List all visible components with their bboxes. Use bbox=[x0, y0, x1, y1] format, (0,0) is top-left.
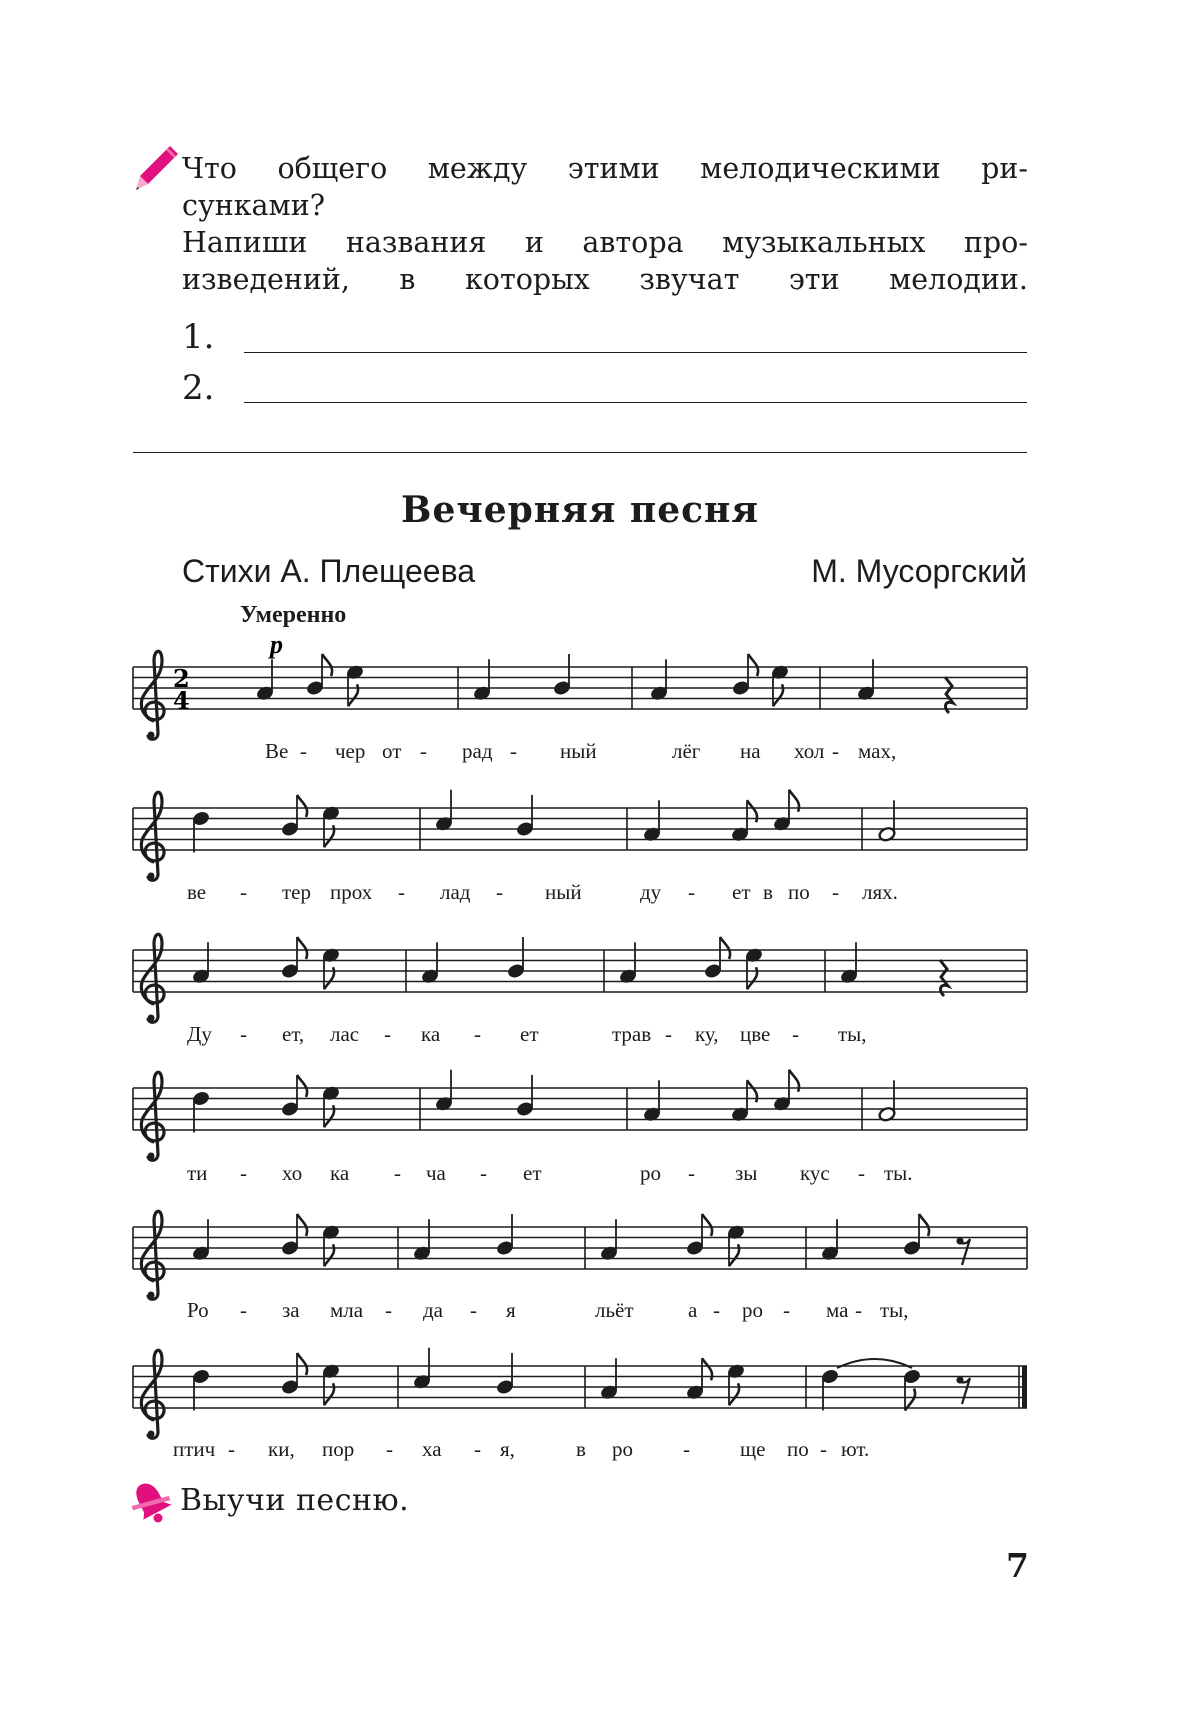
treble-clef-icon bbox=[141, 792, 164, 880]
lyric-syllable: чер bbox=[335, 739, 366, 763]
note-flag bbox=[297, 1075, 307, 1097]
lyric-syllable: по bbox=[788, 880, 810, 904]
quarter-note bbox=[496, 1353, 514, 1395]
lyric-syllable: я bbox=[506, 1298, 516, 1322]
lyric-syllable: ет bbox=[523, 1161, 542, 1185]
treble-clef-stroke bbox=[141, 934, 164, 1022]
lyric-hyphen: - bbox=[832, 880, 839, 904]
treble-clef-icon bbox=[141, 1072, 164, 1160]
lyric-syllable: по bbox=[787, 1437, 809, 1461]
eighth-note bbox=[903, 1214, 929, 1256]
quarter-note bbox=[650, 659, 668, 701]
question-word: музыкальных bbox=[722, 226, 926, 259]
answer-number-2: 2. bbox=[182, 368, 215, 408]
lyric-hyphen: - bbox=[474, 1022, 481, 1046]
lyric-syllable: ще bbox=[740, 1437, 766, 1461]
lyric-syllable: Ро bbox=[187, 1298, 209, 1322]
eighth-note bbox=[727, 1224, 745, 1266]
quarter-note bbox=[507, 937, 525, 979]
eighth-note bbox=[745, 947, 763, 989]
lyric-hyphen: - bbox=[792, 1022, 799, 1046]
question-word: между bbox=[427, 152, 528, 185]
eighth-note bbox=[322, 1085, 340, 1127]
lyric-hyphen: - bbox=[783, 1298, 790, 1322]
eighth-note bbox=[771, 664, 789, 706]
note-flag bbox=[748, 654, 758, 676]
lyric-syllable: ро bbox=[640, 1161, 661, 1185]
lyric-hyphen: - bbox=[688, 1161, 695, 1185]
lyric-syllable: Ду bbox=[187, 1022, 212, 1046]
lyric-syllable: ве bbox=[187, 880, 207, 904]
eighth-rest bbox=[956, 1376, 970, 1404]
lyric-hyphen: - bbox=[240, 880, 247, 904]
lyric-syllable: ка bbox=[421, 1022, 441, 1046]
lyric-hyphen: - bbox=[228, 1437, 235, 1461]
quarter-note bbox=[600, 1219, 618, 1261]
question-word: звучат bbox=[639, 263, 740, 296]
lyric-syllable: ет bbox=[520, 1022, 539, 1046]
eighth-note bbox=[773, 1070, 799, 1112]
song-title: Вечерняя песня bbox=[401, 489, 759, 531]
question-word: изведений, bbox=[182, 263, 350, 296]
note-flag bbox=[322, 654, 332, 676]
lyric-hyphen: - bbox=[858, 1161, 865, 1185]
eighth-rest bbox=[956, 1237, 970, 1265]
eighth-note bbox=[686, 1358, 712, 1400]
treble-clef-dot bbox=[148, 1292, 155, 1299]
lyric-syllable: пор bbox=[322, 1437, 355, 1461]
quarter-note bbox=[413, 1348, 431, 1390]
lyric-syllable: хо bbox=[282, 1161, 303, 1185]
quarter-note bbox=[192, 942, 210, 984]
quarter-note bbox=[496, 1214, 514, 1256]
lyric-hyphen: - bbox=[240, 1298, 247, 1322]
quarter-note bbox=[840, 942, 858, 984]
lyric-syllable: лях. bbox=[862, 880, 898, 904]
lyric-syllable: мла bbox=[330, 1298, 364, 1322]
eighth-note bbox=[727, 1363, 745, 1405]
lyric-syllable: ча bbox=[426, 1161, 446, 1185]
quarter-note bbox=[435, 790, 453, 832]
question-word: Напиши bbox=[182, 226, 308, 259]
lyric-syllable: ки, bbox=[268, 1437, 295, 1461]
treble-clef-icon bbox=[141, 651, 164, 739]
lyric-hyphen: - bbox=[683, 1437, 690, 1461]
eighth-note bbox=[732, 654, 758, 696]
quarter-rest bbox=[945, 677, 953, 713]
lyric-syllable: ет, bbox=[282, 1022, 305, 1046]
answer-number-1: 1. bbox=[182, 317, 215, 357]
lyric-syllable: кус bbox=[800, 1161, 830, 1185]
lyric-syllable: ку, bbox=[695, 1022, 719, 1046]
lyric-syllable: ный bbox=[560, 739, 597, 763]
question-word: мелодическими bbox=[700, 152, 941, 185]
quarter-note bbox=[413, 1219, 431, 1261]
lyric-hyphen: - bbox=[510, 739, 517, 763]
lyric-hyphen: - bbox=[300, 739, 307, 763]
tempo-marking: Умеренно bbox=[240, 602, 347, 628]
dynamic-marking: p bbox=[270, 630, 283, 659]
quarter-note bbox=[435, 1070, 453, 1112]
treble-clef-dot bbox=[148, 1015, 155, 1022]
lyric-hyphen: - bbox=[713, 1298, 720, 1322]
treble-clef-dot bbox=[148, 732, 155, 739]
quarter-note bbox=[643, 800, 661, 842]
question-word: которых bbox=[464, 263, 590, 296]
lyric-syllable: я, bbox=[500, 1437, 515, 1461]
eighth-note bbox=[322, 947, 340, 989]
lyric-syllable: лад bbox=[440, 880, 471, 904]
lyric-hyphen: - bbox=[665, 1022, 672, 1046]
note-flag bbox=[720, 937, 730, 959]
treble-clef-stroke bbox=[141, 1072, 164, 1160]
lyric-syllable: ты. bbox=[884, 1161, 913, 1185]
lyric-syllable: птич bbox=[173, 1437, 216, 1461]
lyric-syllable: ет bbox=[732, 880, 751, 904]
note-flag bbox=[905, 1389, 915, 1411]
lyric-hyphen: - bbox=[384, 1022, 391, 1046]
treble-clef-icon bbox=[141, 1211, 164, 1299]
question-word: сунками? bbox=[182, 189, 325, 222]
quarter-note bbox=[857, 659, 875, 701]
quarter-note bbox=[516, 795, 534, 837]
lyric-syllable: ро bbox=[612, 1437, 633, 1461]
lyric-hyphen: - bbox=[386, 1437, 393, 1461]
eighth-note bbox=[281, 795, 307, 837]
page-number: 7 bbox=[1006, 1546, 1029, 1585]
quarter-note bbox=[600, 1358, 618, 1400]
half-note bbox=[878, 800, 896, 842]
lyric-syllable: ха bbox=[422, 1437, 442, 1461]
eighth-note bbox=[322, 1224, 340, 1266]
lyric-syllable: на bbox=[740, 739, 761, 763]
task-text: Выучи песню. bbox=[180, 1483, 410, 1518]
lyric-syllable: ти bbox=[187, 1161, 208, 1185]
note-flag bbox=[297, 937, 307, 959]
eighth-note bbox=[686, 1214, 712, 1256]
quarter-note bbox=[192, 1219, 210, 1261]
lyric-syllable: мах, bbox=[858, 739, 897, 763]
eighth-note bbox=[306, 654, 332, 696]
question-word: и bbox=[524, 226, 544, 259]
rest-glyph bbox=[945, 677, 953, 713]
treble-clef-stroke bbox=[141, 1350, 164, 1438]
treble-clef-stroke bbox=[141, 651, 164, 739]
lyric-syllable: да bbox=[423, 1298, 444, 1322]
half-note bbox=[878, 1080, 896, 1122]
treble-clef-stroke bbox=[141, 792, 164, 880]
eighth-note bbox=[281, 1353, 307, 1395]
time-signature-top: 2 bbox=[173, 664, 190, 693]
rest-glyph bbox=[960, 1378, 970, 1404]
quarter-note bbox=[821, 1368, 839, 1410]
lyric-syllable: за bbox=[282, 1298, 300, 1322]
quarter-note bbox=[192, 1368, 210, 1410]
eighth-note bbox=[773, 790, 799, 832]
lyric-syllable: ду bbox=[640, 880, 662, 904]
staff-system bbox=[133, 1366, 1027, 1408]
lyric-syllable: Ве bbox=[265, 739, 289, 763]
treble-clef-icon bbox=[141, 1350, 164, 1438]
lyric-syllable: ный bbox=[545, 880, 582, 904]
staff-system bbox=[133, 950, 1027, 992]
note-flag bbox=[297, 1214, 307, 1236]
lyric-syllable: тер bbox=[282, 880, 311, 904]
lyric-syllable: от bbox=[382, 739, 402, 763]
lyric-syllable: в bbox=[763, 880, 773, 904]
lyric-hyphen: - bbox=[480, 1161, 487, 1185]
eighth-note bbox=[322, 805, 340, 847]
note-flag bbox=[702, 1214, 712, 1236]
question-word: этими bbox=[567, 152, 660, 185]
lyric-syllable: ро bbox=[742, 1298, 763, 1322]
lyric-hyphen: - bbox=[820, 1437, 827, 1461]
question-word: общего bbox=[277, 152, 388, 185]
eighth-note bbox=[281, 937, 307, 979]
lyric-syllable: ты, bbox=[838, 1022, 867, 1046]
question-word: названия bbox=[345, 226, 487, 259]
lyricist-credit: Стихи А. Плещеева bbox=[182, 553, 475, 589]
lyric-syllable: цве bbox=[740, 1022, 771, 1046]
lyric-hyphen: - bbox=[688, 880, 695, 904]
lyric-hyphen: - bbox=[496, 880, 503, 904]
quarter-note bbox=[516, 1075, 534, 1117]
note-flag bbox=[919, 1214, 929, 1236]
lyric-syllable: рад bbox=[462, 739, 493, 763]
question-word: про- bbox=[963, 226, 1028, 259]
lyric-syllable: трав bbox=[612, 1022, 652, 1046]
lyric-hyphen: - bbox=[474, 1437, 481, 1461]
lyric-hyphen: - bbox=[385, 1298, 392, 1322]
lyric-hyphen: - bbox=[240, 1022, 247, 1046]
lyric-syllable: в bbox=[576, 1437, 586, 1461]
treble-clef-stroke bbox=[141, 1211, 164, 1299]
eighth-note bbox=[322, 1363, 340, 1405]
lyric-syllable: зы bbox=[735, 1161, 758, 1185]
quarter-note bbox=[256, 659, 274, 701]
final-barline-thick bbox=[1022, 1366, 1027, 1408]
treble-clef-dot bbox=[148, 873, 155, 880]
treble-clef-icon bbox=[141, 934, 164, 1022]
quarter-rest bbox=[940, 960, 948, 996]
treble-clef-dot bbox=[148, 1431, 155, 1438]
lyric-hyphen: - bbox=[832, 739, 839, 763]
eighth-note bbox=[281, 1214, 307, 1256]
lyric-syllable: льёт bbox=[595, 1298, 634, 1322]
lyric-syllable: ют. bbox=[841, 1437, 870, 1461]
note-flag bbox=[297, 1353, 307, 1375]
note-flag bbox=[297, 795, 307, 817]
eighth-note bbox=[731, 1080, 757, 1122]
question-word: ри- bbox=[981, 152, 1028, 185]
bell-icon bbox=[128, 1478, 174, 1528]
quarter-note bbox=[192, 1090, 210, 1132]
quarter-note bbox=[619, 942, 637, 984]
lyric-hyphen: - bbox=[470, 1298, 477, 1322]
quarter-note bbox=[473, 659, 491, 701]
eighth-note bbox=[731, 800, 757, 842]
eighth-note bbox=[704, 937, 730, 979]
time-signature-bottom: 4 bbox=[173, 686, 190, 715]
lyric-syllable: лас bbox=[330, 1022, 360, 1046]
eighth-note bbox=[346, 664, 364, 706]
lyric-syllable: ты, bbox=[880, 1298, 909, 1322]
lyric-hyphen: - bbox=[420, 739, 427, 763]
quarter-note bbox=[553, 654, 571, 696]
question-word: эти bbox=[788, 263, 840, 296]
lyric-syllable: ма bbox=[826, 1298, 849, 1322]
question-word: мелодии. bbox=[889, 263, 1028, 296]
quarter-note bbox=[643, 1080, 661, 1122]
staff-system bbox=[133, 1227, 1027, 1269]
quarter-note bbox=[421, 942, 439, 984]
lyric-hyphen: - bbox=[240, 1161, 247, 1185]
question-word: Что bbox=[182, 152, 237, 185]
question-word: в bbox=[399, 263, 416, 296]
lyric-syllable: ка bbox=[330, 1161, 350, 1185]
composer-credit: М. Мусоргский bbox=[811, 553, 1027, 589]
rest-glyph bbox=[940, 960, 948, 996]
question-word: автора bbox=[582, 226, 684, 259]
lyric-syllable: хол bbox=[794, 739, 825, 763]
rest-glyph bbox=[960, 1239, 970, 1265]
lyric-syllable: прох bbox=[330, 880, 373, 904]
quarter-note bbox=[821, 1219, 839, 1261]
lyric-hyphen: - bbox=[855, 1298, 862, 1322]
lyric-syllable: а bbox=[688, 1298, 698, 1322]
eighth-note bbox=[281, 1075, 307, 1117]
eighth-note bbox=[903, 1368, 921, 1410]
quarter-note bbox=[192, 810, 210, 852]
treble-clef-dot bbox=[148, 1153, 155, 1160]
lyric-hyphen: - bbox=[394, 1161, 401, 1185]
lyric-hyphen: - bbox=[398, 880, 405, 904]
lyric-syllable: лёг bbox=[672, 739, 701, 763]
